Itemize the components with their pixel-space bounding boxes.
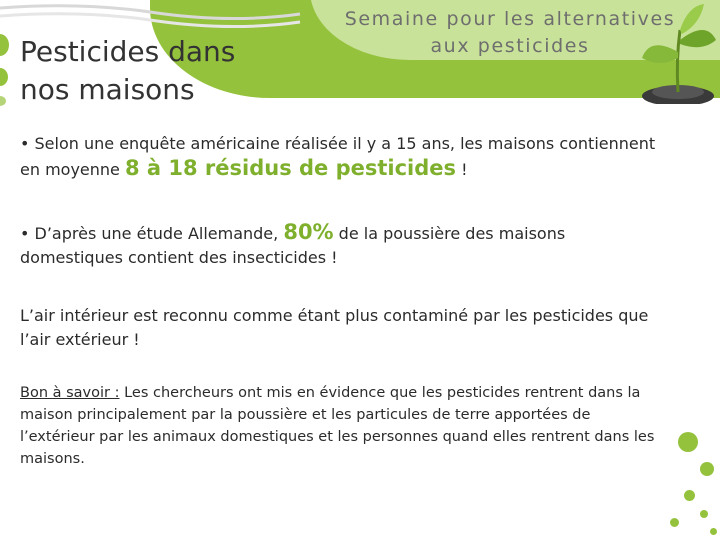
banner-title-line1: Semaine pour les alternatives [344,8,676,30]
paragraph-survey-text: • Selon une enquête américaine réalisée il y a 15 ans, les maisons contiennent en moyenne [20,134,656,179]
paragraph-german-study [20,220,660,270]
paragraph-german-study-end: de la poussière des maisons domestiques contient des insecticides ! [20,224,566,267]
page-title-line1: Pesticides dans [20,35,236,68]
paragraph-german-study-text: • D’après une étude Allemande, [20,224,284,243]
decorative-dot [700,510,708,518]
decorative-dot [710,528,717,535]
paragraph-indoor-air: L’air intérieur est reconnu comme étant plus contaminé par les pesticides que l’air extérieur ! [20,306,649,349]
decorative-dot [700,462,714,476]
highlight-residues: 8 à 18 résidus de pesticides [124,156,457,180]
plant-icon [636,0,720,104]
good-to-know-label: Bon à savoir : [20,385,120,401]
banner-title-line2: aux pesticides [430,35,590,57]
paragraph-good-to-know [20,382,660,470]
highlight-percentage: 80% [283,220,334,244]
paragraph-survey [20,132,660,182]
decorative-dot [670,518,679,527]
paragraph-survey-end: ! [456,160,468,179]
decorative-dot [684,490,695,501]
page-title [20,33,235,109]
page-title-line2: nos maisons [20,73,195,106]
good-to-know-text: Les chercheurs ont mis en évidence que les pesticides rentrent dans la maison principalement par la poussière et les particules de terre apportées de l’extérieur par les animaux domestiques et les personnes quand elles rentrent dans les maisons. [20,385,655,467]
decorative-dot [678,432,698,452]
slide-content [20,132,660,470]
